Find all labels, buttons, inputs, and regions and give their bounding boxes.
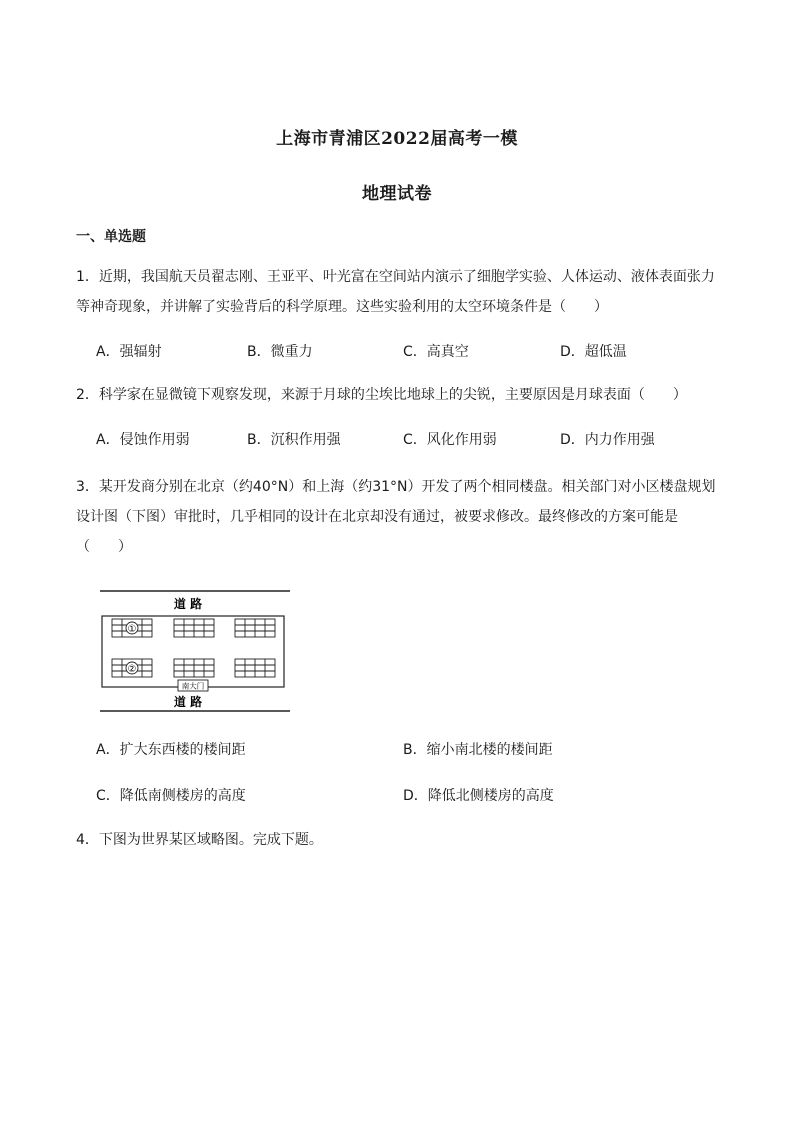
exam-title: 上海市青浦区2022届高考一模 — [276, 129, 518, 149]
option-a: A．强辐射 — [96, 344, 162, 360]
option-a: A．扩大东西楼的楼间距 — [96, 742, 246, 758]
road-label-bottom: 道 路 — [173, 695, 203, 709]
option-b: B．沉积作用强 — [247, 432, 341, 448]
option-c: C．降低南侧楼房的高度 — [96, 788, 246, 804]
option-c: C．高真空 — [403, 344, 469, 360]
question-text: 近期，我国航天员翟志刚、王亚平、叶光富在空间站内演示了细胞学实验、人体运动、液体表面张力等神奇现象，并讲解了实验背后的科学原理。这些实验利用的太空环境条件是（ ） — [76, 269, 715, 315]
option-b: B．缩小南北楼的楼间距 — [403, 742, 553, 758]
question-4 — [76, 825, 724, 855]
question-number: 1． — [76, 269, 99, 285]
building-top-right — [235, 619, 275, 637]
question-2 — [76, 380, 724, 410]
building-1-label: ① — [127, 624, 137, 635]
question-number: 4． — [76, 832, 99, 848]
building-bottom-right — [235, 659, 275, 677]
question-number: 2． — [76, 387, 99, 403]
option-c: C．风化作用弱 — [403, 432, 497, 448]
exam-subtitle: 地理试卷 — [362, 184, 432, 204]
question-text: 某开发商分别在北京（约40°N）和上海（约31°N）开发了两个相同楼盘。相关部门对小区楼盘规划设计图（下图）审批时，几乎相同的设计在北京却没有通过，被要求修改。最终修改的方案可能是（ ） — [76, 479, 716, 555]
question-number: 3． — [76, 479, 99, 495]
building-2-label: ② — [127, 664, 137, 675]
planning-diagram — [98, 586, 294, 716]
south-gate-label: 南大门 — [181, 681, 205, 691]
option-a: A．侵蚀作用弱 — [96, 432, 190, 448]
question-1 — [76, 262, 724, 322]
building-bottom-middle — [174, 659, 214, 677]
option-d: D．降低北侧楼房的高度 — [403, 788, 554, 804]
question-text: 科学家在显微镜下观察发现，来源于月球的尘埃比地球上的尖锐，主要原因是月球表面（ ） — [98, 387, 687, 403]
option-b: B．微重力 — [247, 344, 313, 360]
question-text: 下图为世界某区域略图。完成下题。 — [98, 832, 323, 848]
building-top-middle — [174, 619, 214, 637]
section-heading: 一、单选题 — [76, 229, 146, 245]
question-3 — [76, 472, 724, 562]
road-label-top: 道 路 — [173, 597, 203, 611]
option-d: D．超低温 — [560, 344, 627, 360]
option-d: D．内力作用强 — [560, 432, 655, 448]
